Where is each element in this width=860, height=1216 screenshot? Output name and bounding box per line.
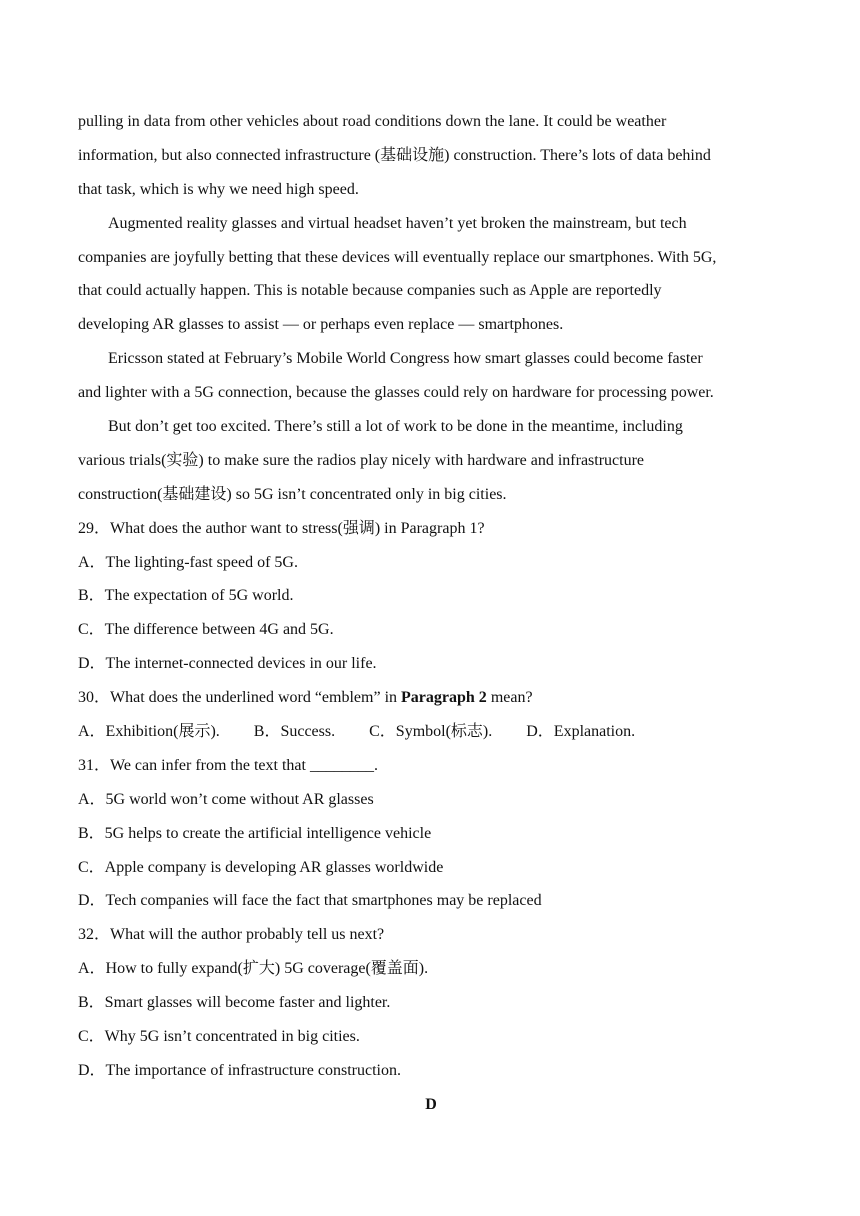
answer-option: B．The expectation of 5G world. [78,587,294,605]
question-stem: 31．We can infer from the text that ________. [78,756,378,774]
passage-line: information, but also connected infrastructure (基础设施) construction. There’s lots of data behind [78,146,711,164]
passage-line: But don’t get too excited. There’s still a lot of work to be done in the meantime, including [108,418,683,436]
stem-text: mean? [486,689,533,707]
passage-line: that task, which is why we need high speed. [78,180,359,198]
passage [78,105,778,512]
answer-option: B．Smart glasses will become faster and lighter. [78,994,391,1012]
passage-line: Ericsson stated at February’s Mobile World Congress how smart glasses could become faster [108,350,703,368]
answer-option: D．The importance of infrastructure construction. [78,1061,402,1079]
question-stem [78,681,778,715]
stem-text: 30．What does the underlined word “emblem” in [78,689,402,707]
question-stem: 29．What does the author want to stress(强调) in Paragraph 1? [78,519,485,537]
answer-option: C．The difference between 4G and 5G. [78,621,334,639]
question-29 [78,512,778,681]
passage-line: pulling in data from other vehicles about road conditions down the lane. It could be weather [78,113,667,130]
answer-option: D．Tech companies will face the fact that smartphones may be replaced [78,892,542,910]
answer-option: D．Explanation. [526,723,636,741]
question-31 [78,749,778,918]
answer-option: C．Apple company is developing AR glasses worldwide [78,858,444,876]
question-stem: 32．What will the author probably tell us next? [78,926,385,944]
document-page [78,105,778,1122]
answer-option: A．How to fully expand(扩大) 5G coverage(覆盖面). [78,960,429,978]
passage-line: construction(基础建设) so 5G isn’t concentrated only in big cities. [78,485,507,503]
answer-option: A．Exhibition(展示). [78,723,220,741]
question-30 [78,681,778,749]
section-heading: D [425,1095,437,1113]
passage-line: and lighter with a 5G connection, because the glasses could rely on hardware for processing power. [78,384,714,402]
answer-option: A．5G world won’t come without AR glasses [78,790,374,808]
question-32 [78,918,778,1087]
answer-option: A．The lighting-fast speed of 5G. [78,553,298,571]
passage-line: developing AR glasses to assist — or perhaps even replace — smartphones. [78,316,564,334]
passage-line: companies are joyfully betting that these devices will eventually replace our smartphones. With 5G, [78,248,717,266]
answer-option: C．Why 5G isn’t concentrated in big cities. [78,1028,360,1046]
options-row [78,715,778,749]
answer-option: B．5G helps to create the artificial intelligence vehicle [78,824,432,842]
passage-line: Augmented reality glasses and virtual headset haven’t yet broken the mainstream, but tech [108,214,687,232]
passage-line: that could actually happen. This is notable because companies such as Apple are reportedly [78,282,662,300]
answer-option: B．Success. [253,723,336,741]
answer-option: D．The internet-connected devices in our life. [78,655,377,673]
stem-bold-text: Paragraph 2 [401,689,487,707]
answer-option: C．Symbol(标志). [369,723,493,741]
passage-line: various trials(实验) to make sure the radios play nicely with hardware and infrastructure [78,451,645,469]
